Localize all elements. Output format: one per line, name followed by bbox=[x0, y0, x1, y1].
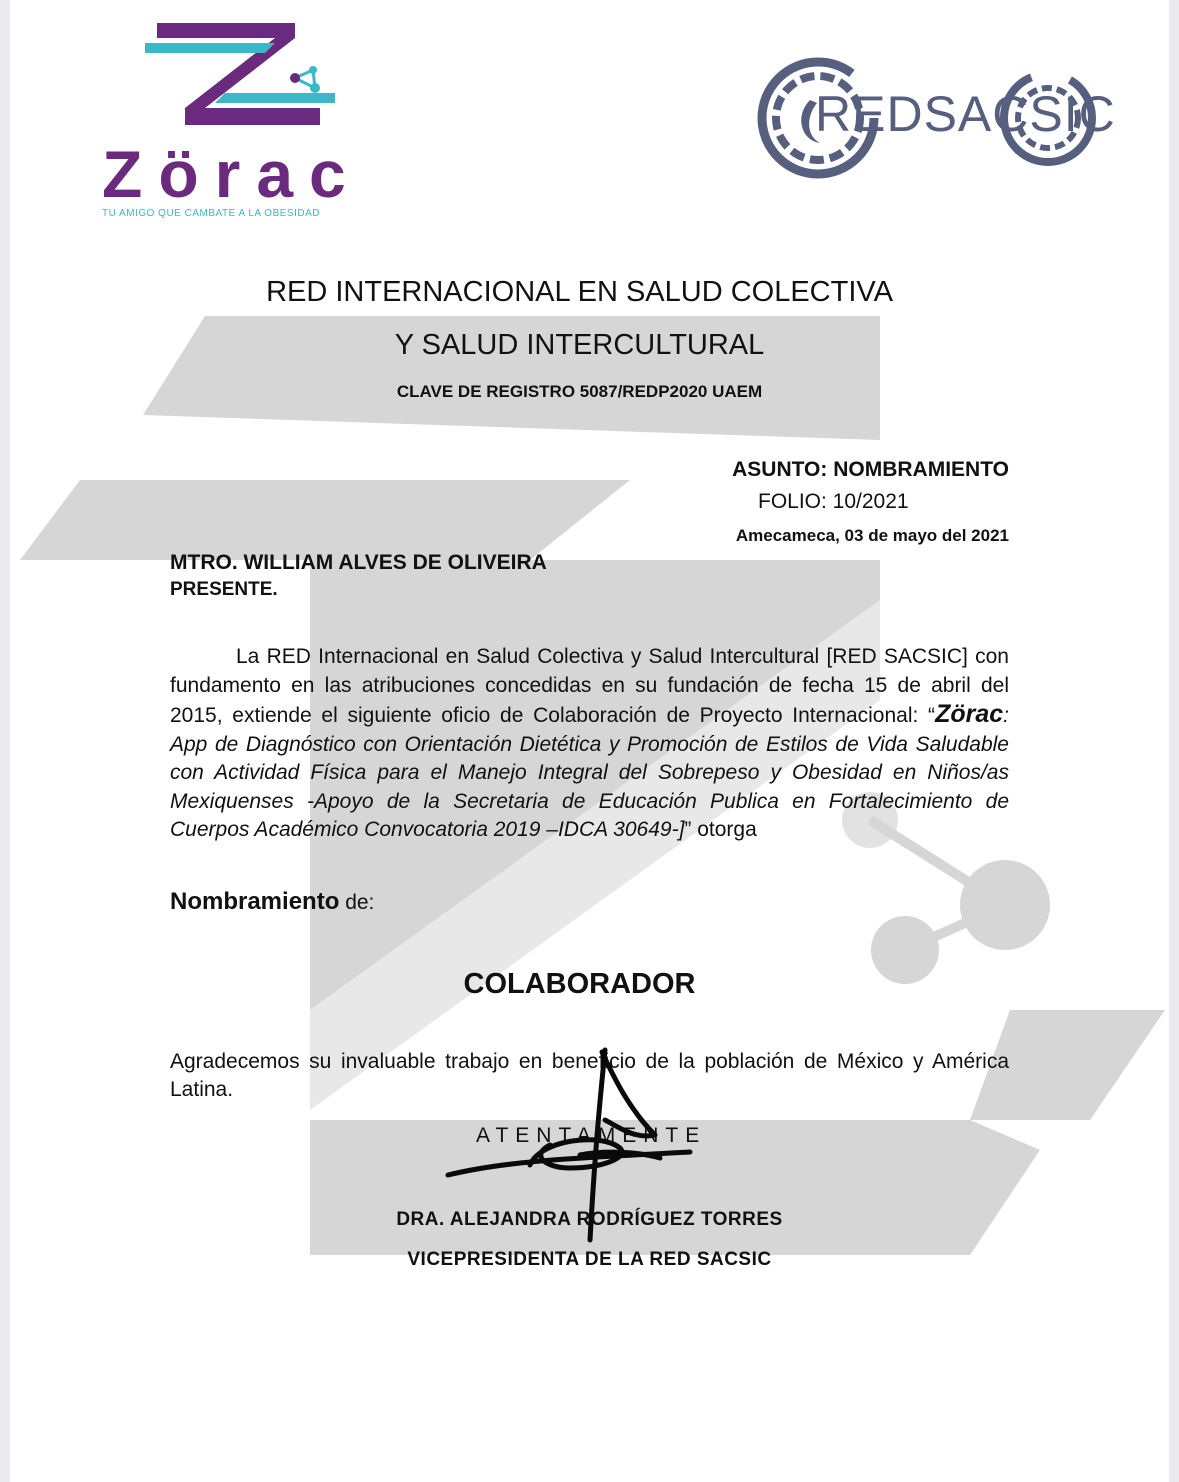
redsacsic-logo bbox=[755, 55, 1115, 185]
closing-word: ATENTAMENTE bbox=[476, 1124, 707, 1147]
watermark-bar-2 bbox=[20, 480, 630, 560]
project-title: : App de Diagnóstico con Orientación Dietética y Promoción de Estilos de Vida Saludable con Actividad Física para el Manejo Integral del Sobrepeso y Obesidad en Niños/as Mexiquenses -Apoyo de la Secretaria de Educación Publica en Fortalecimiento de Cuerpos Académico Convocatoria 2019 –IDCA 30649-] bbox=[170, 704, 1009, 841]
institution-title-line1: RED INTERNACIONAL EN SALUD COLECTIVA bbox=[266, 276, 893, 308]
thanks-paragraph: Agradecemos su invaluable trabajo en beneficio de la población de México y América Latina. bbox=[170, 1050, 1009, 1101]
folio-number: FOLIO: 10/2021 bbox=[758, 490, 909, 513]
recipient-name: MTRO. WILLIAM ALVES DE OLIVEIRA bbox=[170, 551, 547, 574]
zorac-tagline: TU AMIGO QUE CAMBATE A LA OBESIDAD bbox=[102, 208, 320, 219]
signer-position: VICEPRESIDENTA DE LA RED SACSIC bbox=[407, 1249, 772, 1270]
appointment-role: COLABORADOR bbox=[463, 968, 696, 1000]
signer-name: DRA. ALEJANDRA RODRÍGUEZ TORRES bbox=[396, 1209, 783, 1230]
appointment-suffix: de: bbox=[339, 891, 375, 914]
appointment-line bbox=[170, 888, 374, 916]
project-name: Zörac bbox=[935, 700, 1004, 728]
registration-code: CLAVE DE REGISTRO 5087/REDP2020 UAEM bbox=[396, 382, 763, 401]
zorac-z-mark-icon bbox=[145, 18, 345, 133]
zorac-wordmark: Zörac bbox=[102, 137, 362, 211]
body-intro: La RED Internacional en Salud Colectiva y Salud Intercultural [RED SACSIC] con fundamento en las atribuciones concedidas en su fundación de fecha 15 de abril del 2015, extiende el siguiente oficio de Colaboración de Proyecto Internacional: “ bbox=[170, 645, 1009, 727]
body-closing: ” otorga bbox=[684, 818, 757, 841]
body-paragraph bbox=[170, 643, 1009, 845]
redsacsic-wordmark: REDSACSIC bbox=[815, 86, 1116, 142]
subject-line: ASUNTO: NOMBRAMIENTO bbox=[732, 458, 1009, 481]
zorac-logo bbox=[90, 18, 362, 228]
place-date: Amecameca, 03 de mayo del 2021 bbox=[735, 526, 1009, 545]
appointment-label: Nombramiento bbox=[170, 888, 340, 915]
recipient-greeting: PRESENTE. bbox=[170, 579, 278, 600]
institution-title-line2: Y SALUD INTERCULTURAL bbox=[394, 329, 765, 361]
document-page bbox=[10, 0, 1169, 1482]
